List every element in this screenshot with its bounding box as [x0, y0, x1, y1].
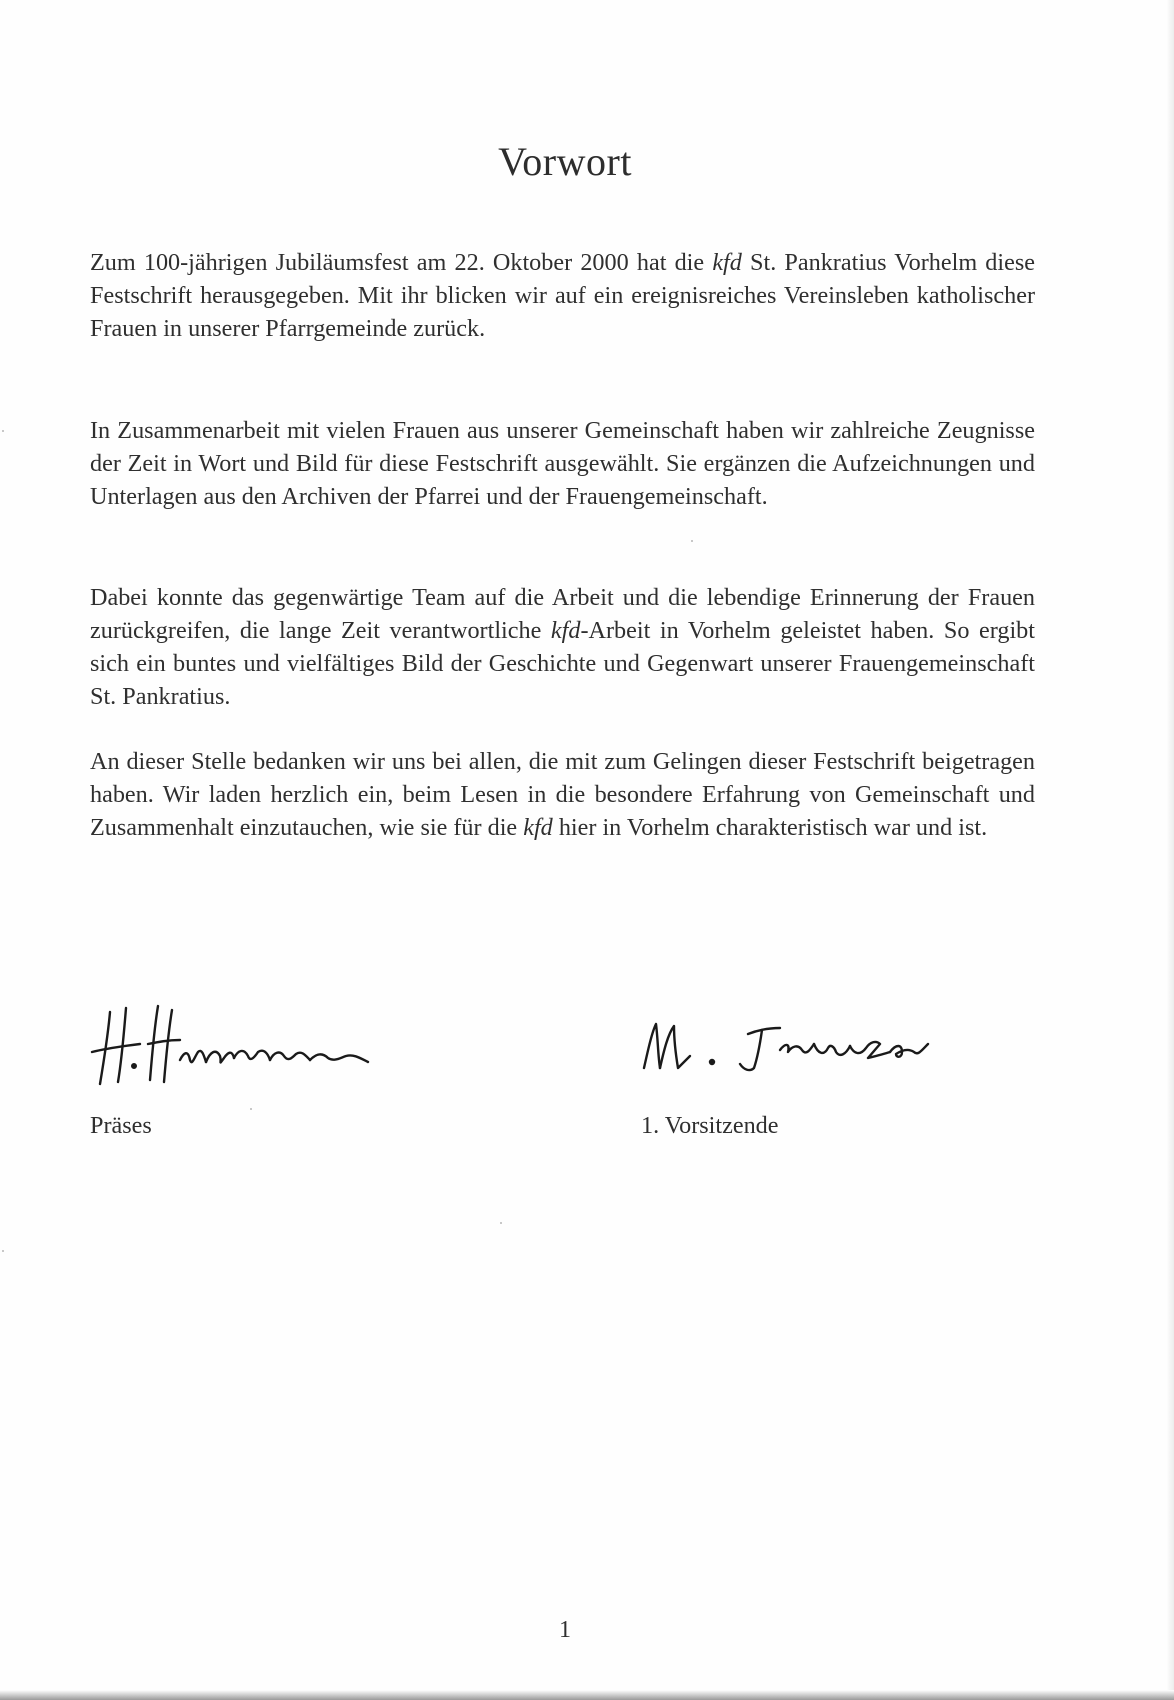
- scan-edge-bottom: [0, 1690, 1174, 1700]
- paragraph-4-text-end: hier in Vorhelm charakteristisch war und ist.: [552, 814, 988, 841]
- paragraph-2: [90, 414, 1035, 513]
- paragraph-2-text: In Zusammenarbeit mit vielen Frauen aus unserer Gemeinschaft haben wir zahlreiche Zeugnisse der Zeit in Wort und Bild für diese Festschrift ausgewählt. Sie ergänzen die Aufzeichnungen und Unterlagen aus den Archiven der Pfarrei und der Frauengemeinschaft.: [90, 417, 1035, 510]
- paragraph-3-kfd-emphasis: kfd: [550, 617, 581, 644]
- vorsitzende-signature: [640, 1010, 970, 1080]
- scan-speck: [500, 1222, 502, 1224]
- vorsitzende-label: 1. Vorsitzende: [641, 1112, 779, 1139]
- scan-speck: [250, 1108, 252, 1110]
- scan-speck: [2, 430, 4, 432]
- paragraph-1-text-start: Zum 100-jährigen Jubiläumsfest am 22. Oktober 2000 hat die: [90, 249, 713, 276]
- paragraph-1-kfd-emphasis: kfd: [712, 249, 742, 276]
- paragraph-3: [90, 581, 1035, 713]
- page-title: Vorwort: [498, 139, 632, 184]
- paragraph-4: [90, 745, 1035, 844]
- paragraph-4-text-start: An dieser Stelle bedanken wir uns bei allen, die mit zum Gelingen dieser Festschrift beigetragen haben. Wir laden herzlich ein, beim Lesen in die besondere Erfahrung von Gemeinschaft und Zusammenhalt einzutauchen, wie sie für die: [90, 748, 1035, 841]
- scan-speck: [691, 540, 693, 542]
- paragraph-3-text-start: Dabei konnte das gegenwärtige Team auf die Arbeit und die lebendige Erinnerung der Frauen zurückgreifen, die lange Zeit verantwortliche: [90, 584, 1035, 644]
- paragraph-1: [90, 246, 1035, 345]
- paragraph-3-text-end: -Arbeit in Vorhelm geleistet haben. So ergibt sich ein buntes und vielfältiges Bild der Geschichte und Gegenwart unserer Frauengemeinschaft St. Pankratius.: [90, 617, 1035, 710]
- scan-speck: [2, 1250, 4, 1252]
- paragraph-4-kfd-emphasis: kfd: [523, 814, 553, 841]
- praeses-label: Präses: [90, 1112, 152, 1139]
- praeses-signature: [88, 1000, 398, 1090]
- page-number: 1: [559, 1617, 571, 1643]
- paragraph-1-text-end: St. Pankratius Vorhelm diese Festschrift herausgegeben. Mit ihr blicken wir auf ein ereignisreiches Vereinsleben katholischer Frauen in unserer Pfarrgemeinde zurück.: [90, 249, 1035, 342]
- scan-edge-right: [1166, 0, 1174, 1700]
